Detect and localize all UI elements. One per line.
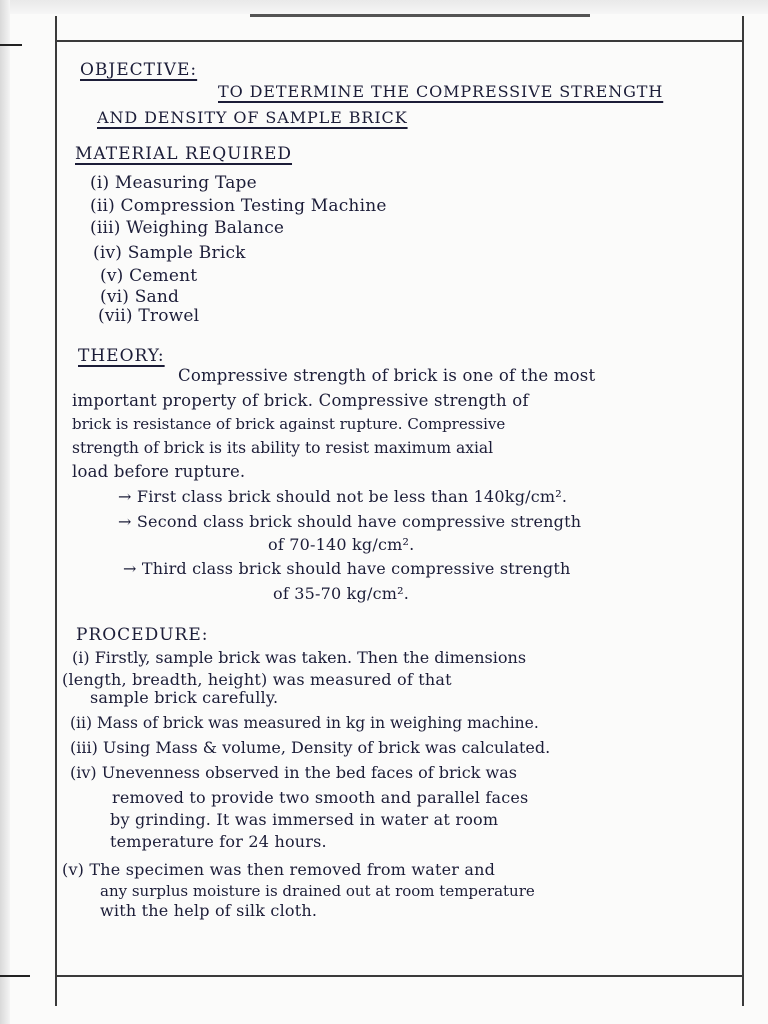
- left-margin-line: [55, 16, 57, 1006]
- top-rule: [55, 40, 744, 42]
- procedure-line: (v) The specimen was then removed from water and: [62, 860, 496, 879]
- material-item: (i) Measuring Tape: [90, 173, 257, 193]
- material-item: (vii) Trowel: [98, 306, 200, 326]
- material-item: (ii) Compression Testing Machine: [90, 196, 387, 216]
- material-item: (v) Cement: [100, 266, 198, 286]
- theory-line: load before rupture.: [72, 462, 246, 481]
- scan-edge-left: [0, 0, 10, 1024]
- theory-bullet: → Second class brick should have compressive strength: [118, 512, 582, 531]
- procedure-heading: PROCEDURE:: [76, 625, 209, 645]
- objective-line-1: TO DETERMINE THE COMPRESSIVE STRENGTH: [218, 82, 664, 101]
- scan-edge-top: [0, 0, 768, 14]
- objective-line-2: AND DENSITY OF SAMPLE BRICK: [97, 108, 408, 127]
- procedure-line: by grinding. It was immersed in water at room: [110, 810, 499, 829]
- binding-shadow: [250, 14, 590, 17]
- material-item: (iii) Weighing Balance: [90, 218, 285, 238]
- theory-line: strength of brick is its ability to resist maximum axial: [72, 439, 494, 457]
- theory-bullet: → Third class brick should have compressive strength: [123, 559, 571, 578]
- theory-bullet: of 70-140 kg/cm².: [268, 535, 415, 554]
- margin-tick-top: [0, 44, 22, 46]
- procedure-line: (ii) Mass of brick was measured in kg in weighing machine.: [70, 714, 539, 732]
- theory-heading: THEORY:: [78, 346, 165, 366]
- procedure-line: (iii) Using Mass & volume, Density of brick was calculated.: [70, 738, 551, 757]
- theory-line: important property of brick. Compressive strength of: [72, 391, 529, 410]
- procedure-line: with the help of silk cloth.: [100, 901, 318, 920]
- theory-line: Compressive strength of brick is one of the most: [178, 366, 596, 385]
- theory-bullet: of 35-70 kg/cm².: [273, 584, 410, 603]
- theory-bullet: → First class brick should not be less than 140kg/cm².: [118, 487, 568, 506]
- procedure-line: removed to provide two smooth and parallel faces: [112, 788, 529, 807]
- procedure-line: (iv) Unevenness observed in the bed faces of brick was: [70, 763, 517, 782]
- objective-heading: OBJECTIVE:: [80, 60, 198, 80]
- theory-line: brick is resistance of brick against rupture. Compressive: [72, 415, 506, 433]
- procedure-line: sample brick carefully.: [90, 688, 279, 707]
- right-margin-line: [742, 16, 744, 1006]
- material-item: (iv) Sample Brick: [93, 243, 246, 263]
- material-item: (vi) Sand: [100, 287, 180, 307]
- bottom-rule: [55, 975, 744, 977]
- margin-tick-bottom: [0, 975, 30, 977]
- materials-heading: MATERIAL REQUIRED: [75, 144, 293, 164]
- procedure-line: any surplus moisture is drained out at room temperature: [100, 882, 535, 900]
- procedure-line: (length, breadth, height) was measured of that: [62, 670, 452, 689]
- procedure-line: temperature for 24 hours.: [110, 832, 327, 851]
- procedure-line: (i) Firstly, sample brick was taken. Then the dimensions: [72, 648, 527, 667]
